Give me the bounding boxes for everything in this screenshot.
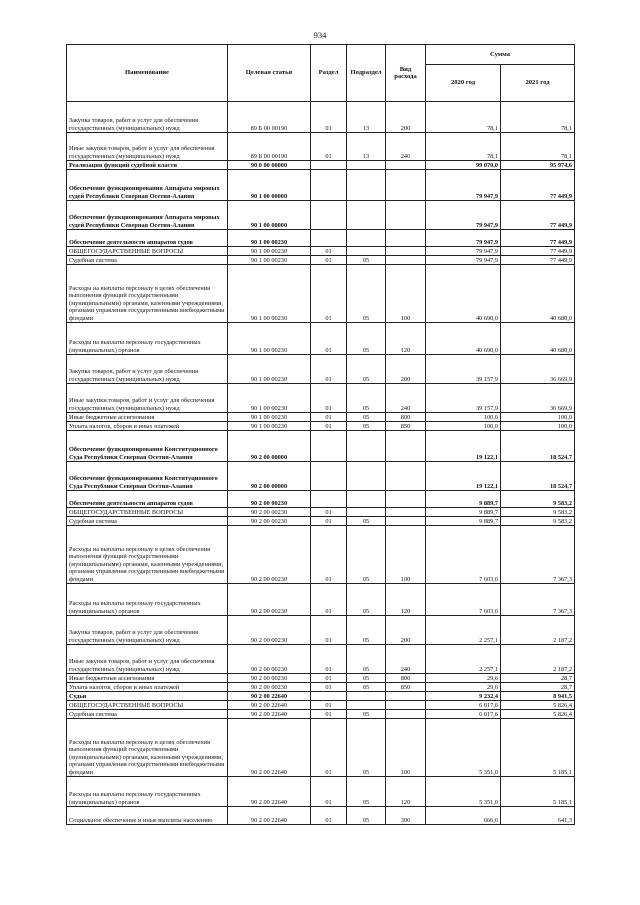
row-subsection: 05 — [347, 413, 386, 422]
row-2021: 7 367,3 — [501, 584, 575, 616]
header-2021: 2021 год — [501, 65, 575, 102]
row-expense-type: 800 — [386, 674, 426, 683]
row-2020: 29,6 — [426, 683, 501, 692]
row-section: 01 — [311, 102, 347, 133]
table-row — [67, 645, 575, 674]
row-subsection — [347, 201, 386, 230]
row-expense-type — [386, 247, 426, 256]
row-2021: 77 449,9 — [501, 230, 575, 247]
row-2020: 99 070,0 — [426, 161, 501, 170]
row-target: 90 1 00 00230 — [228, 247, 311, 256]
table-row — [67, 230, 575, 247]
row-section — [311, 491, 347, 508]
row-target: 89 Б 00 00190 — [228, 102, 311, 133]
row-2021: 78,1 — [501, 133, 575, 161]
row-name: Расходы на выплаты персоналу в целях обеспечения выполнения функций государственными (муниципальными) органами, казенными учреждениями, органами управления государственными внебюджетными фондами — [67, 265, 228, 323]
row-name: Обеспечение функционирования Конституционного Суда Республики Северная Осетия-Алания — [67, 431, 228, 462]
row-2020: 79 947,9 — [426, 247, 501, 256]
row-target: 90 2 00 00230 — [228, 616, 311, 645]
row-2020: 2 257,1 — [426, 645, 501, 674]
row-name: Закупка товаров, работ и услуг для обеспечения государственных (муниципальных) нужд — [67, 102, 228, 133]
row-2021: 5 826,4 — [501, 701, 575, 710]
row-target: 90 1 00 00230 — [228, 265, 311, 323]
row-target: 90 2 00 22640 — [228, 692, 311, 701]
row-2020: 100,0 — [426, 413, 501, 422]
row-section — [311, 161, 347, 170]
table-row — [67, 701, 575, 710]
row-2020: 666,6 — [426, 807, 501, 825]
row-name: Судьи — [67, 692, 228, 701]
row-section: 01 — [311, 701, 347, 710]
row-expense-type: 120 — [386, 584, 426, 616]
header-target: Целевая статья — [228, 45, 311, 102]
row-name: Иные бюджетные ассигнования — [67, 413, 228, 422]
row-2020: 79 947,9 — [426, 201, 501, 230]
row-2020: 2 257,1 — [426, 616, 501, 645]
row-section: 01 — [311, 777, 347, 807]
row-subsection: 05 — [347, 256, 386, 265]
row-target: 90 2 00 22640 — [228, 719, 311, 777]
row-expense-type — [386, 462, 426, 491]
row-name: Расходы на выплаты персоналу в целях обеспечения выполнения функций государственными (муниципальными) органами, казенными учреждениями, органами управления государственными внебюджетными фондами — [67, 526, 228, 584]
row-2021: 95 974,6 — [501, 161, 575, 170]
row-2021: 78,1 — [501, 102, 575, 133]
table-row — [67, 247, 575, 256]
row-section — [311, 170, 347, 201]
row-expense-type — [386, 701, 426, 710]
row-section: 01 — [311, 508, 347, 517]
row-expense-type — [386, 256, 426, 265]
row-name: ОБЩЕГОСУДАРСТВЕННЫЕ ВОПРОСЫ — [67, 247, 228, 256]
row-2020: 6 017,6 — [426, 710, 501, 719]
row-2021: 8 941,5 — [501, 692, 575, 701]
table-row — [67, 413, 575, 422]
row-name: Обеспечение деятельности аппаратов судов — [67, 491, 228, 508]
row-section: 01 — [311, 355, 347, 384]
row-section — [311, 431, 347, 462]
row-expense-type — [386, 692, 426, 701]
row-2021: 28,7 — [501, 674, 575, 683]
row-name: Иные закупки товаров, работ и услуг для обеспечения государственных (муниципальных) нужд — [67, 133, 228, 161]
row-subsection: 05 — [347, 719, 386, 777]
row-target: 90 2 00 00230 — [228, 674, 311, 683]
row-2021: 2 187,2 — [501, 616, 575, 645]
row-2020: 78,1 — [426, 102, 501, 133]
row-subsection: 05 — [347, 674, 386, 683]
row-2020: 9 889,7 — [426, 508, 501, 517]
table-row — [67, 462, 575, 491]
row-2020: 78,1 — [426, 133, 501, 161]
table-row — [67, 616, 575, 645]
table-row — [67, 491, 575, 508]
row-section: 01 — [311, 247, 347, 256]
row-target: 90 2 00 00000 — [228, 462, 311, 491]
row-section: 01 — [311, 645, 347, 674]
row-subsection — [347, 431, 386, 462]
row-expense-type: 100 — [386, 265, 426, 323]
row-2021: 5 826,4 — [501, 710, 575, 719]
row-subsection — [347, 692, 386, 701]
row-subsection: 05 — [347, 777, 386, 807]
row-2021: 28,7 — [501, 683, 575, 692]
row-2021: 5 185,1 — [501, 777, 575, 807]
table-row — [67, 517, 575, 526]
row-2020: 79 947,9 — [426, 256, 501, 265]
row-subsection — [347, 462, 386, 491]
row-2021: 40 680,0 — [501, 265, 575, 323]
row-target: 90 2 00 00230 — [228, 517, 311, 526]
row-target: 90 2 00 22640 — [228, 701, 311, 710]
row-name: Социальное обеспечение и иные выплаты населению — [67, 807, 228, 825]
row-name: Судебная система — [67, 256, 228, 265]
row-section: 01 — [311, 517, 347, 526]
table-row — [67, 584, 575, 616]
row-2020: 79 947,9 — [426, 170, 501, 201]
row-name: Иные закупки товаров, работ и услуг для обеспечения государственных (муниципальных) нужд — [67, 384, 228, 413]
row-subsection: 05 — [347, 526, 386, 584]
table-row — [67, 384, 575, 413]
row-2021: 100,0 — [501, 413, 575, 422]
row-2021: 77 449,9 — [501, 247, 575, 256]
row-2021: 5 185,1 — [501, 719, 575, 777]
row-subsection: 05 — [347, 645, 386, 674]
row-section: 01 — [311, 323, 347, 355]
row-name: Уплата налогов, сборов и иных платежей — [67, 683, 228, 692]
table-row — [67, 674, 575, 683]
row-target: 90 1 00 00230 — [228, 323, 311, 355]
row-2021: 18 524,7 — [501, 462, 575, 491]
row-target: 90 2 00 00230 — [228, 683, 311, 692]
row-expense-type: 200 — [386, 355, 426, 384]
header-expense-type: Вид расхода — [386, 45, 426, 102]
row-section: 01 — [311, 674, 347, 683]
header-sum: Сумма — [426, 45, 575, 65]
row-section: 01 — [311, 133, 347, 161]
row-name: Судебная система — [67, 710, 228, 719]
row-subsection: 13 — [347, 133, 386, 161]
table-row — [67, 133, 575, 161]
row-expense-type: 200 — [386, 102, 426, 133]
table-row — [67, 710, 575, 719]
row-subsection: 05 — [347, 265, 386, 323]
row-target: 90 2 00 00230 — [228, 584, 311, 616]
row-name: Обеспечение функционирования Аппарата мировых судей Республики Северная Осетия-Алания — [67, 201, 228, 230]
row-2020: 29,6 — [426, 674, 501, 683]
row-subsection: 13 — [347, 102, 386, 133]
row-subsection — [347, 701, 386, 710]
header-name: Наименование — [67, 45, 228, 102]
budget-table — [66, 44, 575, 825]
row-target: 90 2 00 22640 — [228, 807, 311, 825]
table-row — [67, 170, 575, 201]
row-subsection — [347, 170, 386, 201]
row-name: Расходы на выплаты персоналу государственных (муниципальных) органов — [67, 584, 228, 616]
row-2020: 5 351,0 — [426, 777, 501, 807]
table-row — [67, 692, 575, 701]
row-section — [311, 201, 347, 230]
table-row — [67, 777, 575, 807]
row-expense-type — [386, 230, 426, 247]
row-expense-type — [386, 161, 426, 170]
row-section: 01 — [311, 384, 347, 413]
row-target: 90 2 00 00230 — [228, 508, 311, 517]
row-target: 90 2 00 00230 — [228, 645, 311, 674]
row-expense-type — [386, 201, 426, 230]
row-2021: 2 187,2 — [501, 645, 575, 674]
row-name: Иные бюджетные ассигнования — [67, 674, 228, 683]
row-section — [311, 462, 347, 491]
row-2020: 6 017,6 — [426, 701, 501, 710]
row-subsection: 05 — [347, 807, 386, 825]
row-subsection: 05 — [347, 323, 386, 355]
row-target: 90 1 00 00230 — [228, 230, 311, 247]
row-2021: 77 449,9 — [501, 256, 575, 265]
row-subsection — [347, 508, 386, 517]
row-target: 90 1 00 00000 — [228, 170, 311, 201]
header-2020: 2020 год — [426, 65, 501, 102]
row-section: 01 — [311, 807, 347, 825]
row-2020: 40 690,0 — [426, 323, 501, 355]
row-2021: 9 583,2 — [501, 491, 575, 508]
row-subsection: 05 — [347, 616, 386, 645]
row-target: 90 2 00 00230 — [228, 526, 311, 584]
row-name: Иные закупки товаров, работ и услуг для обеспечения государственных (муниципальных) нужд — [67, 645, 228, 674]
row-target: 90 1 00 00230 — [228, 355, 311, 384]
row-name: Обеспечение функционирования Конституционного Суда Республики Северная Осетия-Алания — [67, 462, 228, 491]
row-2020: 9 232,4 — [426, 692, 501, 701]
row-name: ОБЩЕГОСУДАРСТВЕННЫЕ ВОПРОСЫ — [67, 508, 228, 517]
row-section: 01 — [311, 584, 347, 616]
row-section: 01 — [311, 710, 347, 719]
row-expense-type: 100 — [386, 719, 426, 777]
row-target: 90 1 00 00230 — [228, 422, 311, 431]
row-expense-type — [386, 170, 426, 201]
page-number: 934 — [313, 30, 327, 40]
row-target: 90 1 00 00000 — [228, 201, 311, 230]
row-2020: 79 947,9 — [426, 230, 501, 247]
row-expense-type: 800 — [386, 413, 426, 422]
row-expense-type: 120 — [386, 323, 426, 355]
table-row — [67, 355, 575, 384]
row-expense-type: 300 — [386, 807, 426, 825]
table-row — [67, 256, 575, 265]
row-expense-type — [386, 710, 426, 719]
row-2020: 100,0 — [426, 422, 501, 431]
row-subsection: 05 — [347, 710, 386, 719]
row-2021: 40 680,0 — [501, 323, 575, 355]
row-subsection — [347, 247, 386, 256]
table-row — [67, 807, 575, 825]
row-section — [311, 230, 347, 247]
row-name: Закупка товаров, работ и услуг для обеспечения государственных (муниципальных) нужд — [67, 355, 228, 384]
table-row — [67, 102, 575, 133]
header-section: Раздел — [311, 45, 347, 102]
row-subsection: 05 — [347, 683, 386, 692]
table-row — [67, 683, 575, 692]
row-2021: 7 367,3 — [501, 526, 575, 584]
row-section: 01 — [311, 526, 347, 584]
row-2020: 9 889,7 — [426, 517, 501, 526]
row-2020: 9 889,7 — [426, 491, 501, 508]
row-subsection — [347, 491, 386, 508]
row-2020: 39 157,9 — [426, 384, 501, 413]
row-expense-type: 850 — [386, 422, 426, 431]
table-row — [67, 201, 575, 230]
row-expense-type — [386, 517, 426, 526]
row-expense-type: 850 — [386, 683, 426, 692]
row-subsection — [347, 230, 386, 247]
row-section: 01 — [311, 256, 347, 265]
row-2021: 9 583,2 — [501, 508, 575, 517]
row-subsection: 05 — [347, 355, 386, 384]
row-name: Закупка товаров, работ и услуг для обеспечения государственных (муниципальных) нужд — [67, 616, 228, 645]
table-row — [67, 526, 575, 584]
row-target: 90 1 00 00230 — [228, 384, 311, 413]
row-2021: 641,3 — [501, 807, 575, 825]
row-name: Обеспечение деятельности аппаратов судов — [67, 230, 228, 247]
row-name: Расходы на выплаты персоналу государственных (муниципальных) органов — [67, 323, 228, 355]
table-row — [67, 431, 575, 462]
row-2020: 40 690,0 — [426, 265, 501, 323]
row-expense-type: 100 — [386, 526, 426, 584]
row-2021: 9 583,2 — [501, 517, 575, 526]
row-section: 01 — [311, 422, 347, 431]
row-2021: 100,0 — [501, 422, 575, 431]
row-name: Обеспечение функционирования Аппарата мировых судей Республики Северная Осетия-Алания — [67, 170, 228, 201]
row-target: 90 2 00 22640 — [228, 710, 311, 719]
row-expense-type — [386, 491, 426, 508]
row-section: 01 — [311, 616, 347, 645]
table-body — [67, 102, 575, 825]
row-target: 89 Б 00 00190 — [228, 133, 311, 161]
row-2021: 77 449,9 — [501, 170, 575, 201]
row-subsection: 05 — [347, 517, 386, 526]
row-target: 90 1 00 00230 — [228, 413, 311, 422]
row-target: 90 2 00 22640 — [228, 777, 311, 807]
table-row — [67, 422, 575, 431]
row-section: 01 — [311, 413, 347, 422]
row-subsection: 05 — [347, 422, 386, 431]
table-row — [67, 323, 575, 355]
row-expense-type: 200 — [386, 616, 426, 645]
row-subsection: 05 — [347, 584, 386, 616]
row-name: Судебная система — [67, 517, 228, 526]
row-target: 90 2 00 00230 — [228, 491, 311, 508]
row-2020: 19 122,1 — [426, 462, 501, 491]
row-name: Расходы на выплаты персоналу государственных (муниципальных) органов — [67, 777, 228, 807]
row-2020: 7 603,0 — [426, 526, 501, 584]
row-expense-type: 120 — [386, 777, 426, 807]
row-target: 90 1 00 00230 — [228, 256, 311, 265]
row-2021: 77 449,9 — [501, 201, 575, 230]
table-row — [67, 719, 575, 777]
row-name: ОБЩЕГОСУДАРСТВЕННЫЕ ВОПРОСЫ — [67, 701, 228, 710]
row-2021: 36 669,9 — [501, 355, 575, 384]
row-expense-type: 240 — [386, 645, 426, 674]
row-section: 01 — [311, 719, 347, 777]
row-name: Уплата налогов, сборов и иных платежей — [67, 422, 228, 431]
table-row — [67, 265, 575, 323]
row-expense-type: 240 — [386, 133, 426, 161]
header-subsection: Подраздел — [347, 45, 386, 102]
row-2020: 5 351,0 — [426, 719, 501, 777]
row-expense-type — [386, 431, 426, 462]
row-subsection: 05 — [347, 384, 386, 413]
row-section: 01 — [311, 265, 347, 323]
row-2021: 18 524,7 — [501, 431, 575, 462]
row-name: Реализация функций судебной власти — [67, 161, 228, 170]
row-2020: 39 157,9 — [426, 355, 501, 384]
row-2020: 7 603,0 — [426, 584, 501, 616]
row-name: Расходы на выплаты персоналу в целях обеспечения выполнения функций государственными (муниципальными) органами, казенными учреждениями, органами управления государственными внебюджетными фондами — [67, 719, 228, 777]
row-target: 90 2 00 00000 — [228, 431, 311, 462]
row-section — [311, 692, 347, 701]
row-target: 90 0 00 00000 — [228, 161, 311, 170]
row-section: 01 — [311, 683, 347, 692]
row-expense-type: 240 — [386, 384, 426, 413]
row-expense-type — [386, 508, 426, 517]
row-2021: 36 669,9 — [501, 384, 575, 413]
row-subsection — [347, 161, 386, 170]
row-2020: 19 122,1 — [426, 431, 501, 462]
table-row — [67, 508, 575, 517]
table-row — [67, 161, 575, 170]
